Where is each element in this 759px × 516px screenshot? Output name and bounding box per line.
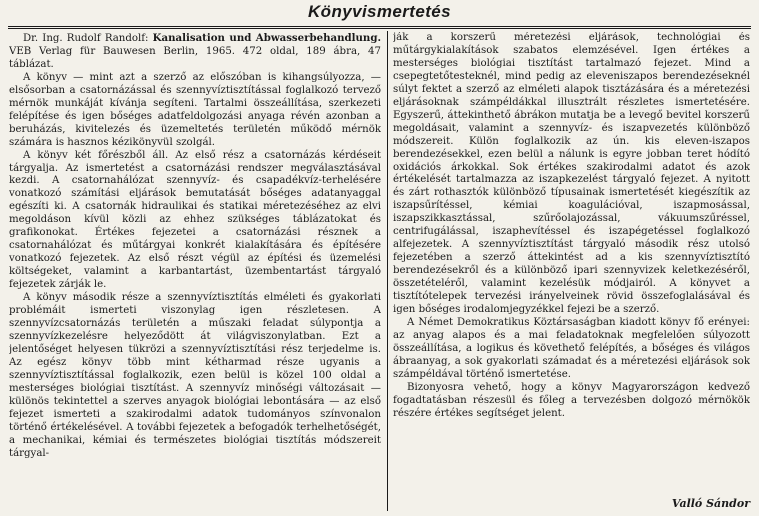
- paragraph: A Német Demokratikus Köztársaságban kiadott könyv fő erényei: az anyag alapos és a mai feladatoknak megfelelően súlyozott összeállítása, a logikus és követhető felépítés, a bőséges és világos ábraanyag, a sok gyakorlati számadat és a méretezési eljárások sok számpéldával történő ismertetése.: [393, 316, 750, 380]
- title-rule-bottom: [8, 28, 751, 29]
- paragraph: A könyv — mint azt a szerző az előszóban is kihangsúlyozza, — elsősorban a csatornázással és szennyvíztisztítással foglalkozó tervező mérnök munkáját kívánja segíteni. Tartalmi összeállítása, szerkezeti felépítése és igen bőséges adatfeldolgozási anyaga révén azonban a beruházás, kivitelezés és üzemeltetés területén működő mérnök számára is hasznos kézikönyvül szolgál.: [9, 71, 381, 148]
- page-title: Könyvismertetés: [307, 2, 451, 21]
- citation-author: Dr. Ing. Rudolf Randolf:: [23, 33, 153, 44]
- reviewer-signature: Valló Sándor: [671, 497, 750, 510]
- title-rule-top: [8, 26, 751, 27]
- left-column: [9, 32, 381, 514]
- book-citation: [9, 32, 381, 72]
- paragraph: A könyv két főrészből áll. Az első rész a csatornázás kérdéseit tárgyalja. Az ismertetést a csatornázási rendszer megválasztásával kezdi. A csatornahálózat szennyvíz- és csapadékvíz-terhelésére vonatkozó számítási eljárások bemutatását bőséges adatanyaggal egészíti ki. A csatornák hidraulikai és statikai méretezéséhez az elvi megoldáson kívül közli az ehhez szükséges táblázatokat és grafikonokat. Értékes fejezetei a csatornázási résznek a csatornahálózat és műtárgyai konkrét kialakítására és építésére vonatkozó fejezetek. Az első részt végül az építési és üzemelési költségeket, valamint a karbantartást, üzembentartást tárgyaló fejezetek zárják le.: [9, 149, 381, 291]
- right-column: [393, 32, 750, 514]
- paragraph: Bizonyosra vehető, hogy a könyv Magyarországon kedvező fogadtatásban részesül és főleg a tervezésben dolgozó mérnökök részére értékes segítséget jelent.: [393, 381, 750, 419]
- column-divider: [387, 31, 388, 511]
- paragraph: A könyv második része a szennyvíztisztítás elméleti és gyakorlati problémáit ismerteti viszonylag igen részletesen. A szennyvízcsatornázás területén a műszaki feladat súlypontja a szennyvízkezelésre helyeződött át világviszonylatban. Ezt a jelentőséget helyesen tükrözi a szennyvíztisztítási rész terjedelme is. Az egész könyv több mint kétharmad része ugyanis a szennyvíztisztítással foglalkozik, ezen belül is közel 100 oldal a mesterséges biológiai tisztítást. A szennyvíz minőségi változásait — különös tekintettel a szerves anyagok biológiai lebontására — az első fejezet ismerteti a szakirodalmi adatok tudományos színvonalon történő értékelésével. A további fejezetek a befogadók terhelhetőségét, a mechanikai, kémiai és természetes biológiai tisztítás módszereit tárgyal-: [9, 292, 381, 459]
- paragraph: ják a korszerű méretezési eljárások, technológiai és műtárgykialakítások szabatos elemzésével. Igen értékes a mesterséges biológiai tisztítást tartalmazó fejezet. Mind a csepegtetőtesteknél, mind pedig az eleveniszapos berendezéseknél súlyt fektet a szerző az elméleti alapok tisztázására és a méretezési eljárásoknak számpéldákkal illusztrált részletes ismertetésére. Egyszerű, áttekinthető ábrákon mutatja be a levegő bevitel korszerű megoldásait, valamint a szennyvíz- és iszapvezetés különböző módszereit. Külön foglalkozik az ún. kis eleven-iszapos berendezésekkel, ezen belül a nálunk is egyre jobban teret hódító oxidációs árkokkal. Sok értékes szakirodalmi adatot és azok értékelését tartalmazza az iszapkezelést tárgyaló fejezet. A nyitott és zárt rothasztók különböző típusainak ismertetését kiegészítik az iszapsűrítéssel, kémiai koagulációval, iszapmosással, iszapszikkasztással, szűrőolajozással, vákuumszűréssel, centrifugálással, iszaphevítéssel és iszapégetéssel foglalkozó alfejezetek. A szennyvíztisztítást tárgyaló második rész utolsó fejezetében a szerző áttekintést ad a kis szennyvíztisztító berendezésekről és a különböző ipari szennyvizek keletkezéséről, összetételéről, valamint kezelésük módjairól. A könyvet a tisztítótelepek tervezési irányelveinek rövid összefoglalásával és igen bőséges irodalomjegyzékkel fejezi be a szerző.: [393, 32, 750, 316]
- citation-book-title: Kanalisation und Abwasserbehandlung.: [152, 32, 381, 44]
- citation-details: VEB Verlag für Bauwesen Berlin, 1965. 472 oldal, 189 ábra, 47 táblázat.: [9, 45, 381, 70]
